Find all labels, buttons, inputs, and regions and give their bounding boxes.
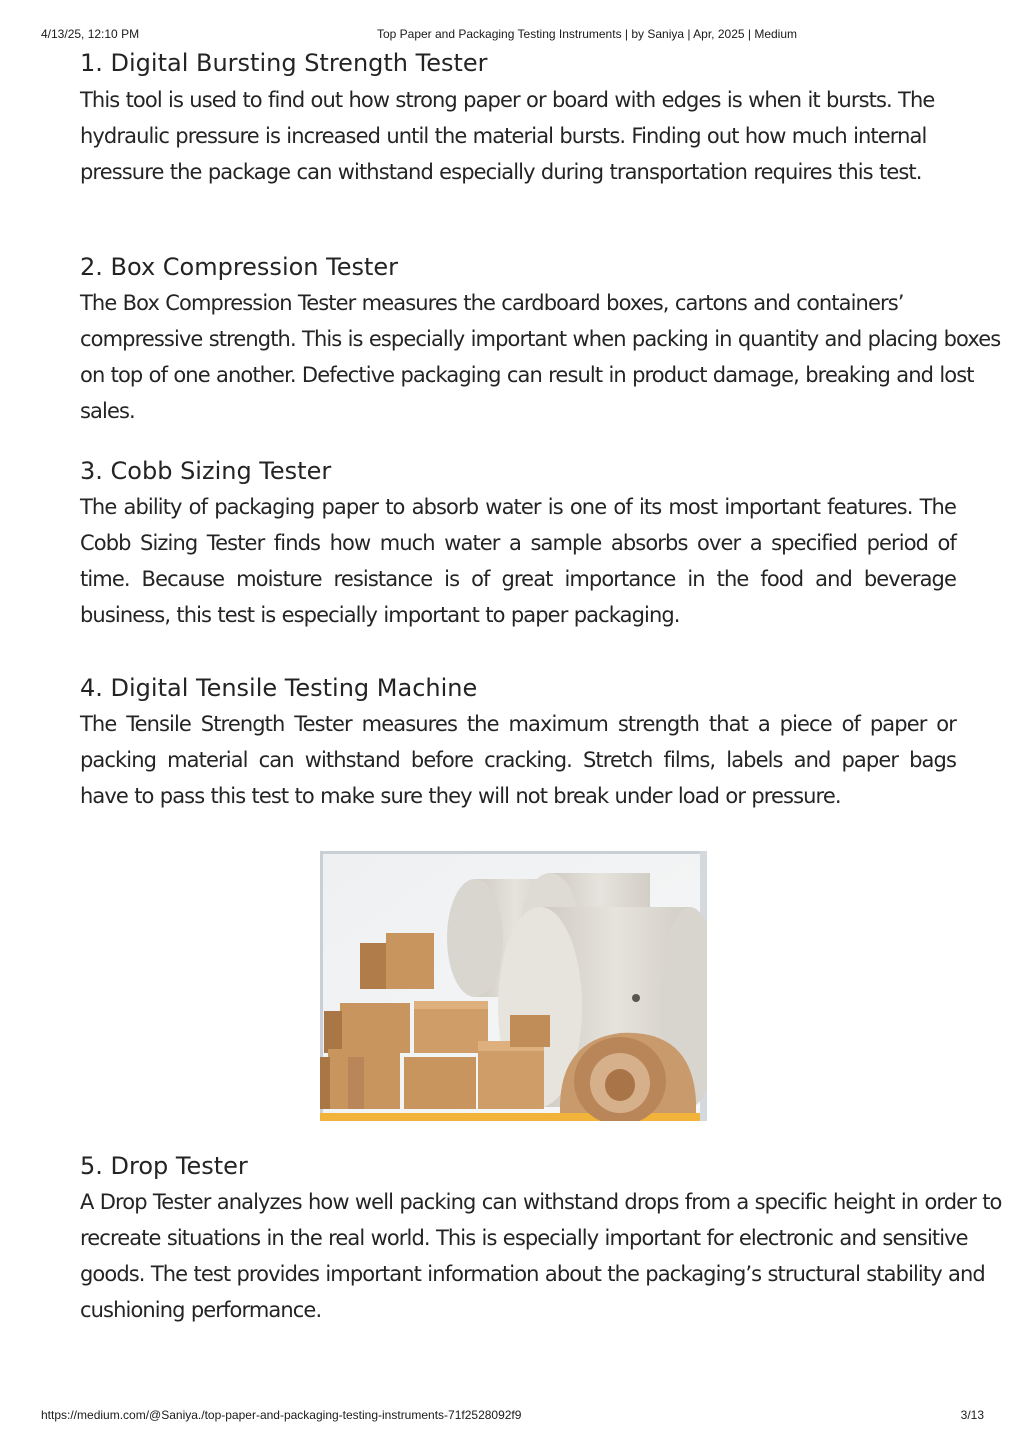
section-body-cobb-sizing: The ability of packaging paper to absorb water is one of its most important features. The Cobb Sizing Tester finds how much water a sample absorbs over a specified period of time. Because moisture resistance is of great importance in the food and beverage business, this test is especially important to paper packaging. <box>80 495 956 627</box>
packaging-photo <box>320 851 707 1121</box>
page-url: https://medium.com/@Saniya./top-paper-and-packaging-testing-instruments-71f2528092f9 <box>41 1408 522 1422</box>
section-body-box-compression: The Box Compression Tester measures the cardboard boxes, cartons and containers’ compressive strength. This is especially important when packing in quantity and placing boxes on top of one another. Defective packaging can result in product damage, breaking and lost sales. <box>80 291 1001 423</box>
section-body-tensile-machine: The Tensile Strength Tester measures the maximum strength that a piece of paper or packing material can withstand before cracking. Stretch films, labels and paper bags have to pass this test to make sure they will not break under load or pressure. <box>80 712 956 808</box>
print-date: 4/13/25, 12:10 PM <box>41 27 140 41</box>
print-header <box>0 27 1024 47</box>
print-footer <box>0 1408 1024 1428</box>
page-number: 3/13 <box>960 1408 984 1422</box>
section-body-drop-tester: A Drop Tester analyzes how well packing can withstand drops from a specific height in order to recreate situations in the real world. This is especially important for electronic and sensitive goods. The test provides important information about the packaging’s structural stability and cushioning performance. <box>80 1190 1002 1322</box>
section-heading-tensile-machine: 4. Digital Tensile Testing Machine <box>80 674 478 702</box>
section-heading-cobb-sizing: 3. Cobb Sizing Tester <box>80 457 332 485</box>
section-body-bursting-tester: This tool is used to find out how strong paper or board with edges is when it bursts. The hydraulic pressure is increased until the material bursts. Finding out how much internal pressure the package can withstand especially during transportation requires this test. <box>80 88 935 184</box>
print-page-title: Top Paper and Packaging Testing Instruments | by Saniya | Apr, 2025 | Medium <box>376 27 798 41</box>
section-heading-drop-tester: 5. Drop Tester <box>80 1152 248 1180</box>
section-heading-box-compression: 2. Box Compression Tester <box>80 253 399 281</box>
section-heading-bursting-tester: 1. Digital Bursting Strength Tester <box>80 49 488 77</box>
packaging-illustration <box>320 851 707 1121</box>
